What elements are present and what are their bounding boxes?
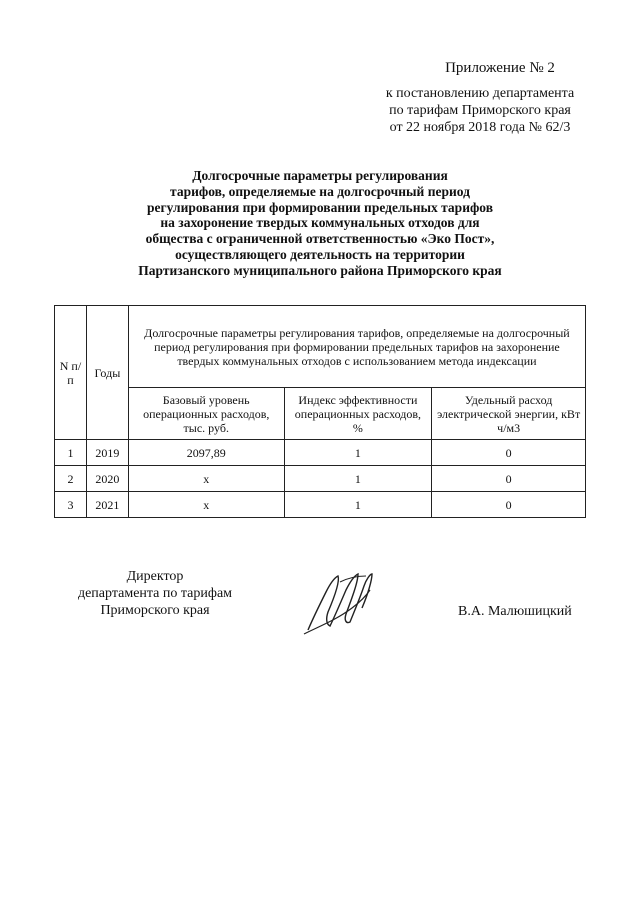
cell-number: 3	[55, 492, 87, 518]
header-years: Годы	[86, 306, 128, 440]
title-line: на захоронение твердых коммунальных отходов для	[160, 215, 480, 231]
title-line: Долгосрочные параметры регулирования	[192, 168, 448, 183]
signatory-line-3: Приморского края	[100, 603, 210, 618]
signatory-position	[60, 568, 250, 619]
title-line: регулирования при формировании предельных тарифов	[146, 199, 494, 215]
header-group: Долгосрочные параметры регулирования тарифов, определяемые на долгосрочный период регулирования при формировании предельных тарифов на захоронение твердых коммунальных отходов с использованием метода индексации	[128, 306, 585, 388]
parameters-table	[54, 305, 586, 518]
cell-year: 2021	[86, 492, 128, 518]
title-line: Партизанского муниципального района Приморского края	[138, 262, 502, 278]
cell-energy: 0	[432, 466, 586, 492]
document-title	[90, 168, 550, 279]
cell-base: х	[128, 492, 284, 518]
table-row	[55, 466, 586, 492]
appendix-title: Приложение № 2	[445, 60, 555, 76]
appendix-line-1: к постановлению департамента	[385, 86, 575, 101]
table-row	[55, 440, 586, 466]
cell-energy: 0	[432, 492, 586, 518]
header-number: N п/п	[55, 306, 87, 440]
appendix-line-3: от 22 ноября 2018 года № 62/3	[389, 120, 571, 135]
header-efficiency-index: Индекс эффективности операционных расходов, %	[284, 388, 432, 440]
signatory-line-2: департамента по тарифам	[77, 586, 233, 601]
cell-year: 2019	[86, 440, 128, 466]
cell-number: 2	[55, 466, 87, 492]
table-row	[55, 492, 586, 518]
title-line: тарифов, определяемые на долгосрочный период	[170, 183, 470, 199]
signatory-line-1: Директор	[126, 569, 184, 584]
title-line: общества с ограниченной ответственностью «Эко Пост»,	[145, 231, 495, 247]
cell-number: 1	[55, 440, 87, 466]
header-energy-consumption: Удельный расход электрической энергии, кВт ч/м3	[432, 388, 586, 440]
cell-base: 2097,89	[128, 440, 284, 466]
header-base-level: Базовый уровень операционных расходов, тыс. руб.	[128, 388, 284, 440]
appendix-block	[370, 60, 590, 136]
cell-index: 1	[284, 466, 432, 492]
cell-base: х	[128, 466, 284, 492]
cell-index: 1	[284, 440, 432, 466]
cell-year: 2020	[86, 466, 128, 492]
handwritten-signature	[300, 568, 380, 638]
cell-energy: 0	[432, 440, 586, 466]
appendix-line-2: по тарифам Приморского края	[389, 103, 571, 118]
title-line: осуществляющего деятельность на территории	[175, 246, 465, 262]
cell-index: 1	[284, 492, 432, 518]
signer-name: В.А. Малюшицкий	[458, 604, 572, 619]
